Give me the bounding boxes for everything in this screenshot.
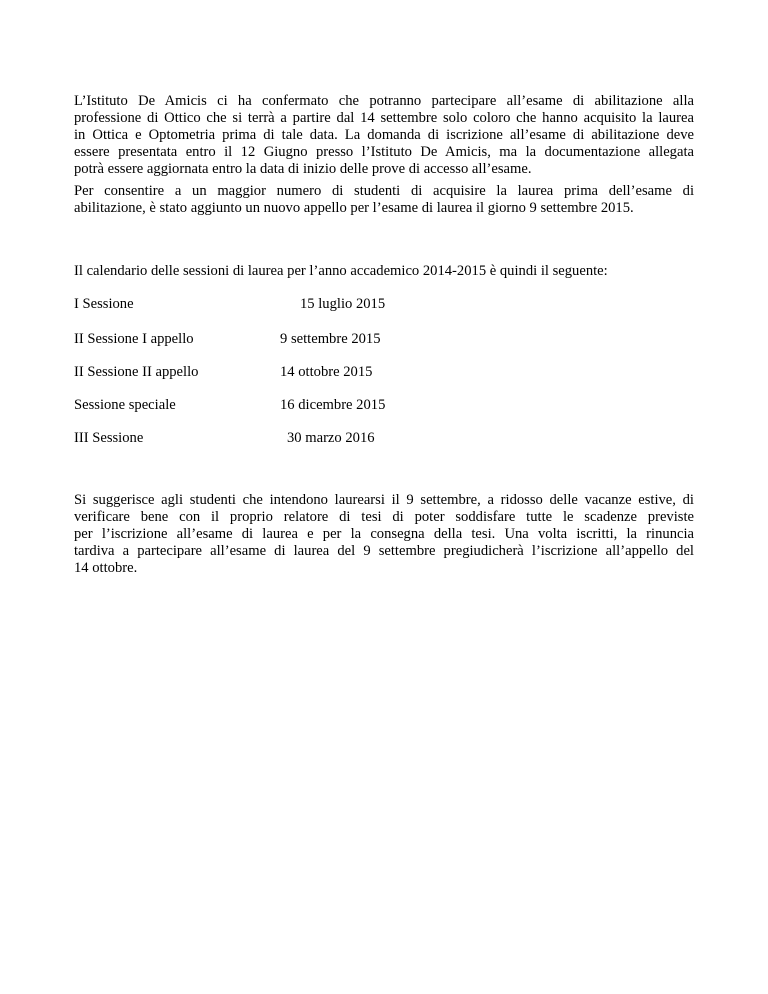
paragraph-line: professione di Ottico che si terrà a partire dal 14 settembre solo coloro che hanno acquisito la laurea (74, 110, 694, 126)
paragraph-calendar-intro (74, 263, 694, 280)
session-row (74, 364, 494, 381)
paragraph-line: Il calendario delle sessioni di laurea per l’anno accademico 2014-2015 è quindi il seguente: (74, 263, 608, 279)
session-date: 15 luglio 2015 (300, 296, 386, 312)
session-row (74, 331, 494, 348)
paragraph-line: abilitazione, è stato aggiunto un nuovo appello per l’esame di laurea il giorno 9 settembre 2015. (74, 200, 634, 216)
session-date: 9 settembre 2015 (280, 331, 381, 347)
session-row (74, 296, 494, 313)
session-label: Sessione speciale (74, 397, 176, 413)
paragraph-line: Si suggerisce agli studenti che intendono laurearsi il 9 settembre, a ridosso delle vacanze estive, di (74, 492, 694, 508)
session-row (74, 430, 494, 447)
session-row (74, 397, 494, 414)
session-label: III Sessione (74, 430, 144, 446)
paragraph-line: potrà essere aggiornata entro la data di inizio delle prove di accesso all’esame. (74, 161, 532, 177)
paragraph-line: Per consentire a un maggior numero di studenti di acquisire la laurea prima dell’esame di (74, 183, 694, 199)
session-date: 14 ottobre 2015 (280, 364, 373, 380)
session-date: 30 marzo 2016 (287, 430, 375, 446)
paragraph-abilitazione-notice (74, 93, 694, 178)
paragraph-student-advice (74, 492, 694, 577)
paragraph-line: tardiva a partecipare all’esame di laurea del 9 settembre pregiudicherà l’iscrizione all’appello del (74, 543, 694, 559)
paragraph-line: essere presentata entro il 12 Giugno presso l’Istituto De Amicis, ma la documentazione allegata (74, 144, 694, 160)
session-label: I Sessione (74, 296, 134, 312)
paragraph-line: in Ottica e Optometria prima di tale data. La domanda di iscrizione all’esame di abilitazione deve (74, 127, 694, 143)
session-date: 16 dicembre 2015 (280, 397, 386, 413)
session-label: II Sessione I appello (74, 331, 194, 347)
paragraph-line: per l’iscrizione all’esame di laurea e per la consegna della tesi. Una volta iscritti, la rinuncia (74, 526, 694, 542)
session-label: II Sessione II appello (74, 364, 199, 380)
paragraph-line: 14 ottobre. (74, 560, 138, 576)
paragraph-line: verificare bene con il proprio relatore di tesi di poter soddisfare tutte le scadenze previste (74, 509, 694, 525)
paragraph-line: L’Istituto De Amicis ci ha confermato che potranno partecipare all’esame di abilitazione alla (74, 93, 694, 109)
paragraph-new-appello (74, 183, 694, 217)
